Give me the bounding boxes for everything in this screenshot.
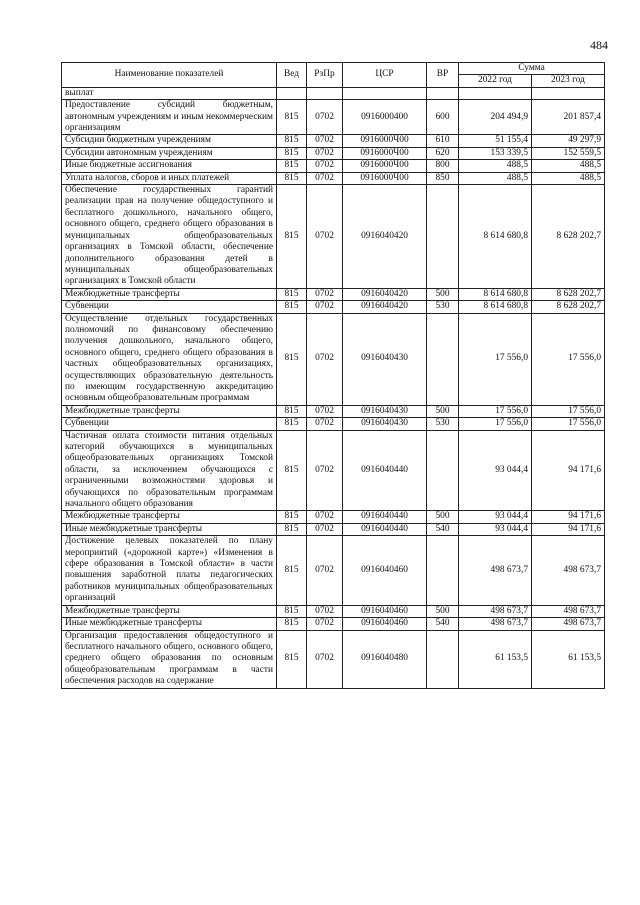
cell-v2022 xyxy=(459,87,532,99)
cell-csr: 0916000Ч00 xyxy=(343,147,427,159)
cell-rzpr: 0702 xyxy=(307,288,343,300)
cell-rzpr: 0702 xyxy=(307,172,343,184)
table-row xyxy=(62,313,605,405)
cell-rzpr: 0702 xyxy=(307,536,343,605)
cell-vr: 500 xyxy=(427,405,459,417)
cell-rzpr: 0702 xyxy=(307,100,343,135)
table-row xyxy=(62,288,605,300)
cell-v2022: 498 673,7 xyxy=(459,618,532,630)
table-row xyxy=(62,301,605,313)
cell-ved: 815 xyxy=(277,618,307,630)
table-row xyxy=(62,147,605,159)
cell-csr: 0916040430 xyxy=(343,405,427,417)
header-ved: Вед xyxy=(277,63,307,88)
cell-name: Уплата налогов, сборов и иных платежей xyxy=(62,172,277,184)
cell-rzpr: 0702 xyxy=(307,185,343,289)
cell-csr: 0916040440 xyxy=(343,523,427,535)
cell-rzpr: 0702 xyxy=(307,147,343,159)
cell-csr: 0916000Ч00 xyxy=(343,172,427,184)
cell-rzpr: 0702 xyxy=(307,430,343,511)
page-number: 484 xyxy=(590,38,608,52)
cell-csr: 0916040420 xyxy=(343,288,427,300)
cell-vr: 500 xyxy=(427,288,459,300)
cell-rzpr: 0702 xyxy=(307,523,343,535)
cell-v2022: 93 044,4 xyxy=(459,511,532,523)
cell-csr: 0916040430 xyxy=(343,418,427,430)
cell-name: Межбюджетные трансферты xyxy=(62,605,277,617)
cell-name: Частичная оплата стоимости питания отдельных категорий обучающихся в муниципальных общеобразовательных организациях Томской области, за исключением обучающихся с ограниченными возможностями здоровья и обучающихся по образовательным программам начального общего образования xyxy=(62,430,277,511)
cell-v2022: 498 673,7 xyxy=(459,605,532,617)
cell-vr xyxy=(427,87,459,99)
cell-rzpr: 0702 xyxy=(307,511,343,523)
cell-name: Субсидии автономным учреждениям xyxy=(62,147,277,159)
cell-v2023: 498 673,7 xyxy=(532,618,605,630)
cell-rzpr: 0702 xyxy=(307,313,343,405)
cell-ved: 815 xyxy=(277,301,307,313)
cell-vr: 600 xyxy=(427,100,459,135)
cell-name: Осуществление отдельных государственных полномочий по финансовому обеспечению получения дошкольного, начального общего, основного общего, среднего общего образования в частных общеобразовательных организациях, осуществляющих образовательную деятельность по имеющим государственную аккредитацию основным общеобразовательным программам xyxy=(62,313,277,405)
cell-csr: 0916040440 xyxy=(343,511,427,523)
table-row xyxy=(62,160,605,172)
cell-v2023: 17 556,0 xyxy=(532,313,605,405)
cell-rzpr: 0702 xyxy=(307,418,343,430)
cell-name: Межбюджетные трансферты xyxy=(62,511,277,523)
cell-ved: 815 xyxy=(277,523,307,535)
cell-name: Субвенции xyxy=(62,301,277,313)
cell-name: Организация предоставления общедоступного и бесплатного начального общего, основного общего, среднего общего образования по основным общеобразовательным программам в части обеспечения расходов на содержание xyxy=(62,630,277,688)
table-row xyxy=(62,185,605,289)
cell-rzpr: 0702 xyxy=(307,605,343,617)
cell-vr: 850 xyxy=(427,172,459,184)
table-row xyxy=(62,405,605,417)
cell-vr xyxy=(427,185,459,289)
cell-v2022: 204 494,9 xyxy=(459,100,532,135)
cell-vr: 800 xyxy=(427,160,459,172)
cell-v2022: 93 044,4 xyxy=(459,430,532,511)
header-2023: 2023 год xyxy=(532,75,605,87)
cell-ved: 815 xyxy=(277,430,307,511)
cell-v2022: 8 614 680,8 xyxy=(459,288,532,300)
cell-v2022: 17 556,0 xyxy=(459,313,532,405)
table-row xyxy=(62,418,605,430)
table-row xyxy=(62,172,605,184)
table-row xyxy=(62,523,605,535)
cell-csr: 0916040480 xyxy=(343,630,427,688)
cell-ved: 815 xyxy=(277,135,307,147)
header-vr: ВР xyxy=(427,63,459,88)
cell-csr: 0916000Ч00 xyxy=(343,160,427,172)
cell-v2022: 488,5 xyxy=(459,160,532,172)
table-row xyxy=(62,618,605,630)
cell-ved: 815 xyxy=(277,185,307,289)
cell-csr: 0916040460 xyxy=(343,536,427,605)
cell-csr: 0916040460 xyxy=(343,618,427,630)
cell-vr: 530 xyxy=(427,418,459,430)
cell-rzpr: 0702 xyxy=(307,135,343,147)
cell-ved xyxy=(277,87,307,99)
cell-rzpr: 0702 xyxy=(307,301,343,313)
cell-ved: 815 xyxy=(277,172,307,184)
table-row xyxy=(62,511,605,523)
header-2022: 2022 год xyxy=(459,75,532,87)
cell-ved: 815 xyxy=(277,100,307,135)
cell-name: Обеспечение государственных гарантий реализации прав на получение общедоступного и бесплатного дошкольного, начального общего, основного общего, среднего общего образования в муниципальных общеобразовательных организациях в Томской области, обеспечение дополнительного образования детей в муниципальных общеобразовательных организациях в Томской области xyxy=(62,185,277,289)
cell-ved: 815 xyxy=(277,511,307,523)
cell-v2022: 8 614 680,8 xyxy=(459,301,532,313)
cell-v2022: 498 673,7 xyxy=(459,536,532,605)
cell-v2023: 49 297,9 xyxy=(532,135,605,147)
cell-vr xyxy=(427,313,459,405)
cell-rzpr: 0702 xyxy=(307,160,343,172)
cell-v2022: 8 614 680,8 xyxy=(459,185,532,289)
cell-vr: 620 xyxy=(427,147,459,159)
table-row xyxy=(62,605,605,617)
cell-csr: 0916040430 xyxy=(343,313,427,405)
cell-v2023: 498 673,7 xyxy=(532,605,605,617)
cell-v2023: 8 628 202,7 xyxy=(532,185,605,289)
cell-rzpr: 0702 xyxy=(307,618,343,630)
cell-v2023: 61 153,5 xyxy=(532,630,605,688)
cell-v2023: 201 857,4 xyxy=(532,100,605,135)
cell-ved: 815 xyxy=(277,147,307,159)
cell-v2023: 94 171,6 xyxy=(532,511,605,523)
cell-csr: 0916040460 xyxy=(343,605,427,617)
cell-v2022: 61 153,5 xyxy=(459,630,532,688)
cell-v2023: 17 556,0 xyxy=(532,405,605,417)
cell-ved: 815 xyxy=(277,605,307,617)
cell-vr xyxy=(427,536,459,605)
cell-csr: 0916040420 xyxy=(343,301,427,313)
table-row xyxy=(62,430,605,511)
cell-v2023: 17 556,0 xyxy=(532,418,605,430)
cell-name: Иные межбюджетные трансферты xyxy=(62,523,277,535)
cell-v2022: 93 044,4 xyxy=(459,523,532,535)
cell-csr xyxy=(343,87,427,99)
header-sum: Сумма xyxy=(459,63,605,75)
cell-name: Межбюджетные трансферты xyxy=(62,288,277,300)
cell-v2022: 153 339,5 xyxy=(459,147,532,159)
cell-v2023: 498 673,7 xyxy=(532,536,605,605)
cell-vr: 540 xyxy=(427,523,459,535)
cell-name: Межбюджетные трансферты xyxy=(62,405,277,417)
cell-rzpr: 0702 xyxy=(307,630,343,688)
header-csr: ЦСР xyxy=(343,63,427,88)
table-row xyxy=(62,100,605,135)
cell-name: Предоставление субсидий бюджетным, автономным учреждениям и иным некоммерческим организациям xyxy=(62,100,277,135)
cell-ved: 815 xyxy=(277,288,307,300)
cell-name: Иные бюджетные ассигнования xyxy=(62,160,277,172)
cell-ved: 815 xyxy=(277,418,307,430)
header-rzpr: РзПр xyxy=(307,63,343,88)
cell-vr: 500 xyxy=(427,605,459,617)
cell-csr: 0916040420 xyxy=(343,185,427,289)
cell-vr xyxy=(427,430,459,511)
cell-v2023 xyxy=(532,87,605,99)
table-row xyxy=(62,536,605,605)
cell-v2022: 488,5 xyxy=(459,172,532,184)
cell-csr: 0916040440 xyxy=(343,430,427,511)
cell-vr: 500 xyxy=(427,511,459,523)
cell-rzpr xyxy=(307,87,343,99)
cell-v2023: 8 628 202,7 xyxy=(532,301,605,313)
cell-ved: 815 xyxy=(277,160,307,172)
cell-name: Субсидии бюджетным учреждениям xyxy=(62,135,277,147)
header-name: Наименование показателей xyxy=(62,63,277,88)
table-body xyxy=(62,87,605,688)
cell-csr: 0916000Ч00 xyxy=(343,135,427,147)
cell-v2023: 94 171,6 xyxy=(532,430,605,511)
cell-vr: 540 xyxy=(427,618,459,630)
table-row xyxy=(62,87,605,99)
cell-vr: 610 xyxy=(427,135,459,147)
cell-v2022: 17 556,0 xyxy=(459,418,532,430)
cell-v2023: 488,5 xyxy=(532,160,605,172)
cell-vr xyxy=(427,630,459,688)
cell-name: Достижение целевых показателей по плану мероприятий («дорожной карте») «Изменения в сфере образования в Томской области» в части повышения заработной платы педагогических работников муниципальных общеобразовательных организаций xyxy=(62,536,277,605)
cell-name: выплат xyxy=(62,87,277,99)
cell-v2023: 94 171,6 xyxy=(532,523,605,535)
cell-v2023: 488,5 xyxy=(532,172,605,184)
cell-csr: 09160004​00 xyxy=(343,100,427,135)
cell-ved: 815 xyxy=(277,313,307,405)
cell-name: Субвенции xyxy=(62,418,277,430)
cell-ved: 815 xyxy=(277,405,307,417)
cell-v2022: 51 155,4 xyxy=(459,135,532,147)
cell-v2023: 8 628 202,7 xyxy=(532,288,605,300)
budget-table xyxy=(61,62,605,689)
table-row xyxy=(62,630,605,688)
cell-name: Иные межбюджетные трансферты xyxy=(62,618,277,630)
cell-ved: 815 xyxy=(277,630,307,688)
cell-v2023: 152 559,5 xyxy=(532,147,605,159)
table-row xyxy=(62,135,605,147)
cell-rzpr: 0702 xyxy=(307,405,343,417)
cell-vr: 530 xyxy=(427,301,459,313)
cell-ved: 815 xyxy=(277,536,307,605)
cell-v2022: 17 556,0 xyxy=(459,405,532,417)
